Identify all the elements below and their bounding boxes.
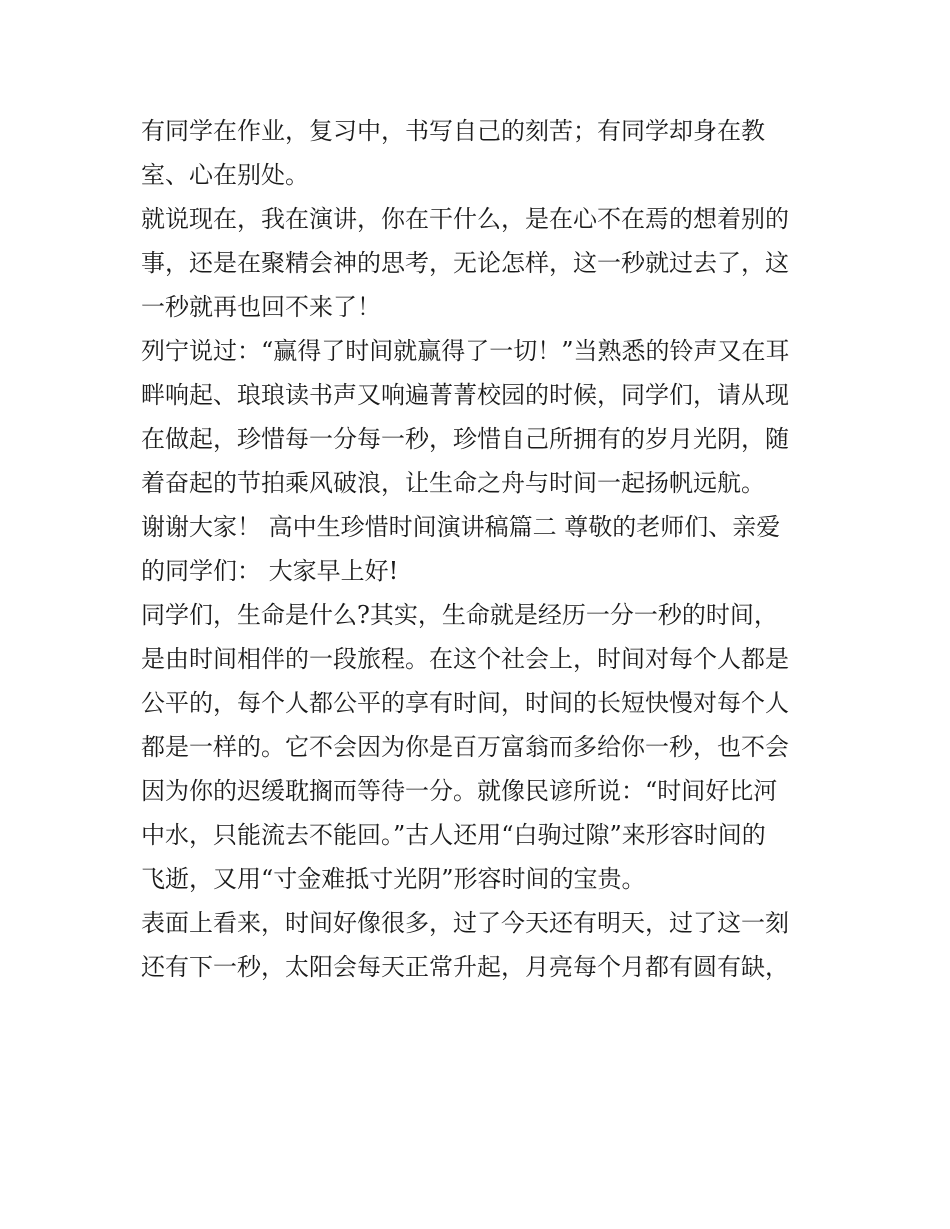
text-line: 飞逝，又用“寸金难抵寸光阴”形容时间的宝贵。 (141, 865, 646, 893)
text-line: 因为你的迟缓耽搁而等待一分。就像民谚所说：“时间好比河 (141, 777, 778, 805)
text-line: 公平的，每个人都公平的享有时间，时间的长短快慢对每个人 (141, 689, 789, 717)
text-line: 同学们，生命是什么?其实，生命就是经历一分一秒的时间， (141, 601, 778, 629)
document-body (141, 109, 821, 989)
text-line: 就说现在，我在演讲，你在干什么，是在心不在焉的想着别的 (141, 205, 789, 233)
text-line: 还有下一秒，太阳会每天正常升起，月亮每个月都有圆有缺， (141, 953, 789, 981)
text-line: 列宁说过：“赢得了时间就赢得了一切！”当熟悉的铃声又在耳 (141, 337, 790, 365)
text-line: 室、心在别处。 (141, 161, 309, 189)
text-line: 是由时间相伴的一段旅程。在这个社会上，时间对每个人都是 (141, 645, 789, 673)
text-line: 一秒就再也回不来了！ (141, 293, 381, 321)
text-line: 在做起，珍惜每一分每一秒，珍惜自己所拥有的岁月光阴，随 (141, 425, 789, 453)
text-line: 畔响起、琅琅读书声又响遍菁菁校园的时候，同学们，请从现 (141, 381, 789, 409)
text-line: 的同学们： 大家早上好! (141, 557, 399, 585)
text-line: 表面上看来，时间好像很多，过了今天还有明天，过了这一刻 (141, 909, 789, 937)
text-line: 都是一样的。它不会因为你是百万富翁而多给你一秒，也不会 (141, 733, 789, 761)
text-line: 谢谢大家！ 高中生珍惜时间演讲稿篇二 尊敬的老师们、亲爱 (141, 513, 781, 541)
text-line: 有同学在作业，复习中，书写自己的刻苦；有同学却身在教 (141, 117, 765, 145)
text-line: 着奋起的节拍乘风破浪，让生命之舟与时间一起扬帆远航。 (141, 469, 765, 497)
text-line: 事，还是在聚精会神的思考，无论怎样，这一秒就过去了，这 (141, 249, 789, 277)
text-line: 中水，只能流去不能回。”古人还用“白驹过隙”来形容时间的 (141, 821, 766, 849)
